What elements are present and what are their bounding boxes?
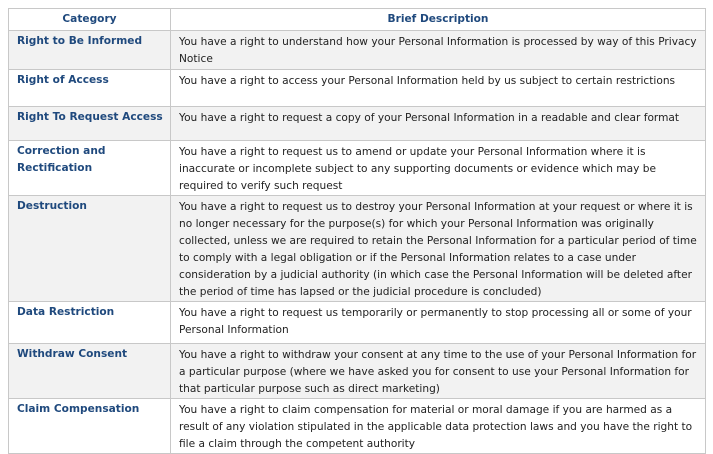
category-cell: Claim Compensation [9, 399, 171, 454]
description-cell: You have a right to understand how your Personal Information is processed by way of this Privacy Notice [171, 31, 706, 70]
table-row [9, 196, 706, 302]
table-row [9, 399, 706, 454]
table-row [9, 31, 706, 70]
description-cell: You have a right to withdraw your consent at any time to the use of your Personal Information for a particular purpose (where we have asked you for consent to use your Personal Information for that particular purpose such as direct marketing) [171, 344, 706, 399]
header-row [9, 9, 706, 31]
header-description: Brief Description [171, 9, 706, 31]
description-cell: You have a right to request a copy of your Personal Information in a readable and clear format [171, 107, 706, 141]
category-cell: Right to Be Informed [9, 31, 171, 70]
table-row [9, 302, 706, 344]
description-cell: You have a right to request us to amend or update your Personal Information where it is inaccurate or incomplete subject to any supporting documents or evidence which may be required to verify such request [171, 141, 706, 196]
rights-table [8, 8, 706, 454]
table-row [9, 141, 706, 196]
category-cell: Correction and Rectification [9, 141, 171, 196]
table-row [9, 107, 706, 141]
category-cell: Destruction [9, 196, 171, 302]
table-row [9, 70, 706, 107]
category-cell: Right To Request Access [9, 107, 171, 141]
category-cell: Data Restriction [9, 302, 171, 344]
category-cell: Withdraw Consent [9, 344, 171, 399]
table-row [9, 344, 706, 399]
description-cell: You have a right to access your Personal Information held by us subject to certain restrictions [171, 70, 706, 107]
description-cell: You have a right to request us to destroy your Personal Information at your request or where it is no longer necessary for the purpose(s) for which your Personal Information was originally collected, unless we are required to retain the Personal Information for a particular period of time to comply with a legal obligation or if the Personal Information relates to a case under consideration by a judicial authority (in which case the Personal Information will be deleted after the period of time has lapsed or the judicial procedure is concluded) [171, 196, 706, 302]
description-cell: You have a right to claim compensation for material or moral damage if you are harmed as a result of any violation stipulated in the applicable data protection laws and you have the right to file a claim through the competent authority [171, 399, 706, 454]
description-cell: You have a right to request us temporarily or permanently to stop processing all or some of your Personal Information [171, 302, 706, 344]
header-category: Category [9, 9, 171, 31]
category-cell: Right of Access [9, 70, 171, 107]
